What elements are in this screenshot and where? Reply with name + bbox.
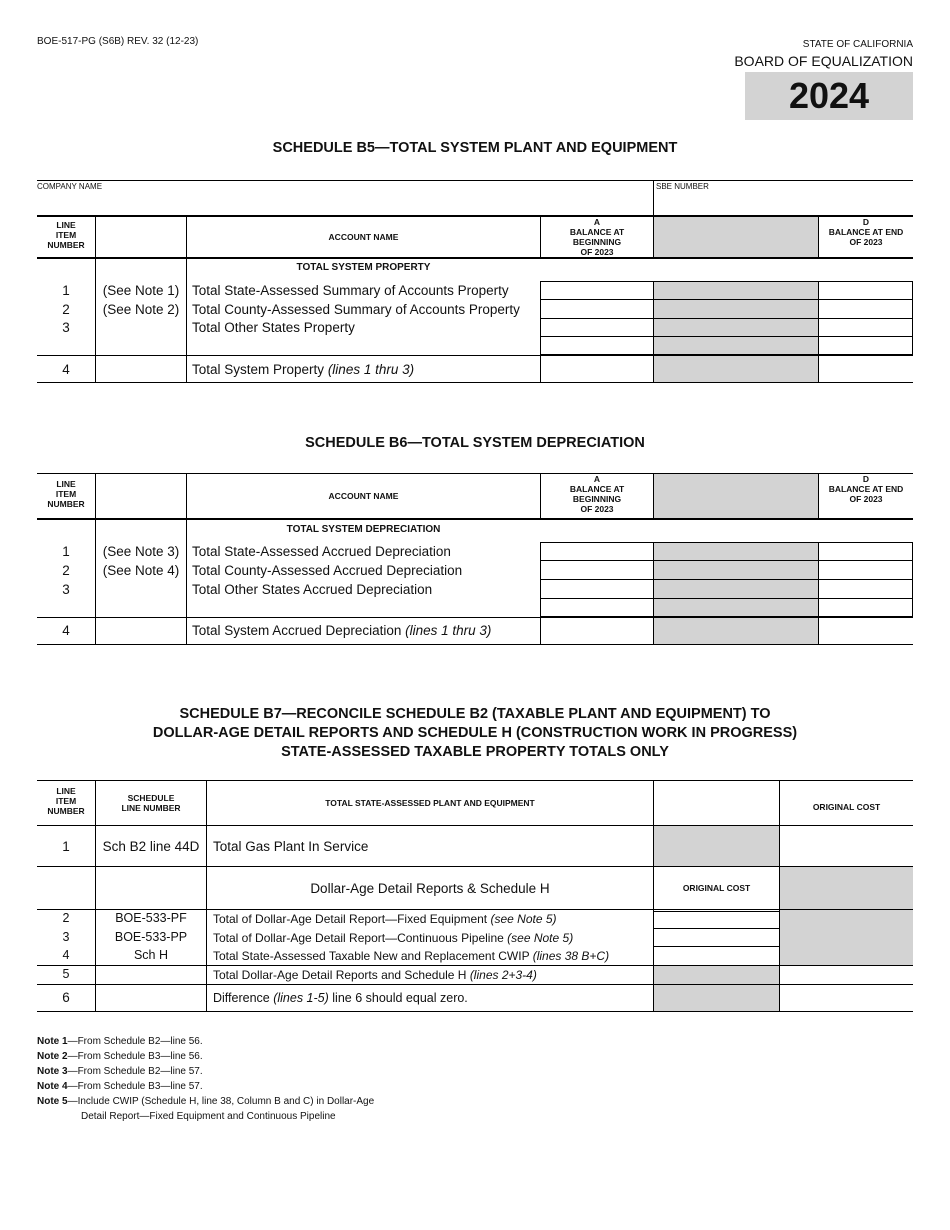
note-3: Note 3—From Schedule B2—line 57. [37,1066,203,1077]
b6-total-num: 4 [62,623,70,638]
state-label: STATE OF CALIFORNIA [802,39,913,50]
b5-gray-header [654,217,818,257]
b7-row3-name: Total of Dollar-Age Detail Report—Continuous Pipeline (see Note 5) [213,931,574,945]
b7-row1-sched: Sch B2 line 44D [102,839,200,854]
b5-row1-name: Total State-Assessed Summary of Accounts Property [192,283,509,298]
b7-title-line3: STATE-ASSESSED TAXABLE PROPERTY TOTALS ONLY [281,744,669,760]
b6-total-name: Total System Accrued Depreciation (lines 1 thru 3) [192,623,492,638]
b7-row1-gray [654,826,779,866]
b6-row1-note: (See Note 3) [102,544,180,559]
year-badge: 2024 [745,72,913,120]
note-4: Note 4—From Schedule B3—line 57. [37,1081,203,1092]
b7-col-line: LINE ITEM NUMBER [47,786,85,816]
b7-row5-num: 5 [62,967,70,981]
b5-row1-col-d[interactable] [818,281,913,300]
b7-row5-gray [654,966,779,984]
b6-col-d: D BALANCE AT END OF 2023 [828,474,904,504]
b6-row-blank-col-a[interactable] [540,598,654,617]
b6-col-account: ACCOUNT NAME [328,491,399,501]
b6-row1-col-d[interactable] [818,542,913,561]
b7-row3-num: 3 [62,930,70,944]
b5-col-a: A BALANCE AT BEGINNING OF 2023 [569,217,625,257]
b6-row2-num: 2 [62,563,70,578]
b6-row1-name: Total State-Assessed Accrued Depreciation [192,544,451,559]
b5-section-label: TOTAL SYSTEM PROPERTY [296,262,431,273]
sbe-number-field[interactable] [657,194,909,212]
b5-row3-col-d[interactable] [818,318,913,337]
b6-row2-note: (See Note 4) [102,563,180,578]
b5-total-gray [654,356,818,382]
b7-row6-num: 6 [62,990,70,1005]
b6-total-col-d[interactable] [820,619,912,643]
b5-row1-note: (See Note 1) [102,283,180,298]
b6-row3-col-a[interactable] [540,579,654,599]
b6-row2-col-d[interactable] [818,560,913,580]
b5-row3-name: Total Other States Property [192,320,355,335]
b7-row2-name: Total of Dollar-Age Detail Report—Fixed Equipment (see Note 5) [213,912,557,926]
b6-row2-gray [653,560,819,580]
b7-title-line1: SCHEDULE B7—RECONCILE SCHEDULE B2 (TAXABLE PLANT AND EQUIPMENT) TO [179,706,771,722]
b6-row1-gray [653,542,819,561]
b7-col-total: TOTAL STATE-ASSESSED PLANT AND EQUIPMENT [325,798,535,808]
b7-row2-num: 2 [62,911,70,925]
b6-col-line: LINE ITEM NUMBER [47,479,85,509]
b5-row2-note: (See Note 2) [102,302,180,317]
b6-row3-gray [653,579,819,599]
b7-row1-num: 1 [62,839,70,854]
b5-total-col-a[interactable] [542,357,652,381]
b7-gray-right [780,867,913,965]
b5-title: SCHEDULE B5—TOTAL SYSTEM PLANT AND EQUIPMENT [272,140,678,156]
b7-row2-original-cost[interactable] [653,911,780,929]
b5-row-blank-gray [653,336,819,355]
b6-section-label: TOTAL SYSTEM DEPRECIATION [286,524,441,535]
form-number: BOE-517-PG (S6B) REV. 32 (12-23) [37,36,199,47]
b5-row1-gray [653,281,819,300]
b6-row2-name: Total County-Assessed Accrued Depreciation [192,563,463,578]
b7-row6-name: Difference (lines 1-5) line 6 should equal zero. [213,991,468,1005]
b6-total-gray [654,618,818,644]
b5-col-line: LINE ITEM NUMBER [47,220,85,250]
b7-row6-original-cost[interactable] [782,987,910,1009]
b5-row2-name: Total County-Assessed Summary of Accounts Property [192,302,520,317]
note-5: Note 5—Include CWIP (Schedule H, line 38, Column B and C) in Dollar-Age [37,1096,375,1107]
b5-total-name: Total System Property (lines 1 thru 3) [192,362,415,377]
b5-row2-col-d[interactable] [818,299,913,319]
b6-row3-num: 3 [62,582,70,597]
b6-row-blank-col-d[interactable] [818,598,913,617]
b5-row3-col-a[interactable] [540,318,654,337]
b6-row3-col-d[interactable] [818,579,913,599]
b6-col-a: A BALANCE AT BEGINNING OF 2023 [569,474,625,514]
b6-total-col-a[interactable] [542,619,652,643]
b5-row2-num: 2 [62,302,70,317]
b6-row2-col-a[interactable] [540,560,654,580]
b7-row6-gray [654,985,779,1011]
b5-row1-num: 1 [62,283,70,298]
b6-row1-col-a[interactable] [540,542,654,561]
b7-row4-num: 4 [62,948,70,962]
b5-row2-col-a[interactable] [540,299,654,319]
b6-row1-num: 1 [62,544,70,559]
b5-row-blank-col-a[interactable] [540,336,654,355]
note-1: Note 1—From Schedule B2—line 56. [37,1036,203,1047]
b5-total-col-d[interactable] [820,357,912,381]
b7-col-schedule: SCHEDULE LINE NUMBER [121,793,181,813]
b6-row-blank-gray [653,598,819,617]
board-label: BOARD OF EQUALIZATION [734,53,913,69]
b6-title: SCHEDULE B6—TOTAL SYSTEM DEPRECIATION [305,435,645,451]
company-name-label: COMPANY NAME [37,182,103,191]
sbe-number-label: SBE NUMBER [656,182,709,191]
b7-row5-name: Total Dollar-Age Detail Reports and Schedule H (lines 2+3-4) [213,968,537,982]
b5-row1-col-a[interactable] [540,281,654,300]
b6-row3-name: Total Other States Accrued Depreciation [192,582,433,597]
b7-col-original-cost: ORIGINAL COST [812,802,881,812]
b6-gray-header [654,474,818,518]
b5-row2-gray [653,299,819,319]
b7-row2-sched: BOE-533-PF [115,911,187,925]
b5-row3-gray [653,318,819,337]
note-2: Note 2—From Schedule B3—line 56. [37,1051,203,1062]
b5-row3-num: 3 [62,320,70,335]
b7-subheader: Dollar-Age Detail Reports & Schedule H [310,881,550,896]
b5-row-blank-col-d[interactable] [818,336,913,355]
b5-col-account: ACCOUNT NAME [328,232,399,242]
notes [37,1034,374,1124]
b7-row5-original-cost[interactable] [782,967,910,983]
b5-col-d: D BALANCE AT END OF 2023 [828,217,904,247]
b7-row4-name: Total State-Assessed Taxable New and Replacement CWIP (lines 38 B+C) [213,949,610,963]
b7-row3-sched: BOE-533-PP [114,930,188,944]
b7-row1-name: Total Gas Plant In Service [213,839,369,854]
note-5-continued: Detail Report—Fixed Equipment and Continuous Pipeline [81,1111,336,1122]
b7-row4-sched: Sch H [133,948,169,962]
b7-sub-original-cost: ORIGINAL COST [682,883,751,893]
b5-total-num: 4 [62,362,70,377]
company-name-field[interactable] [40,194,648,212]
b7-row1-original-cost[interactable] [782,828,910,864]
b7-row4-original-cost[interactable] [655,948,777,964]
b7-row3-original-cost[interactable] [653,928,780,947]
b7-title-line2: DOLLAR-AGE DETAIL REPORTS AND SCHEDULE H (CONSTRUCTION WORK IN PROGRESS) [152,725,798,741]
